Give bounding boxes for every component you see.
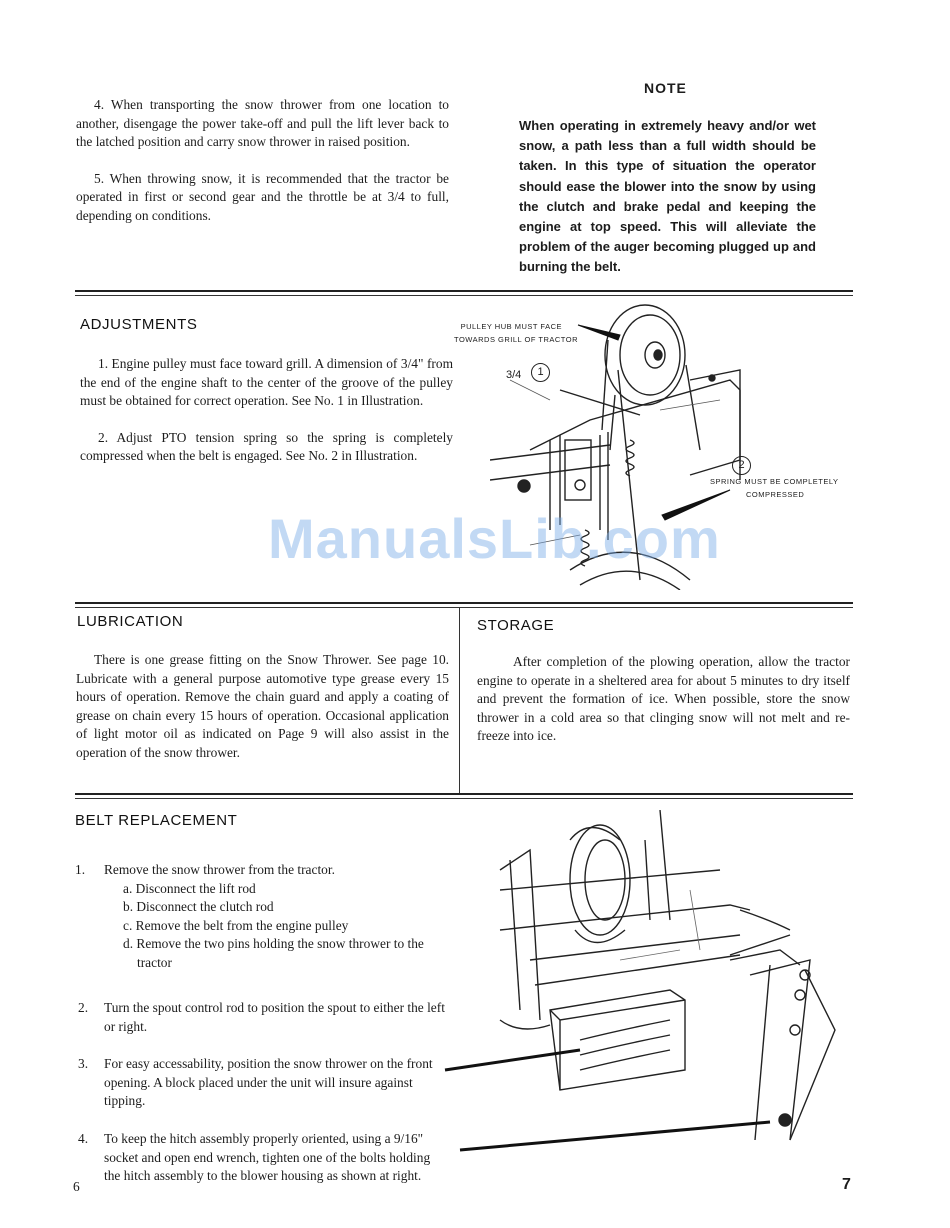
section-divider-thin [75,607,853,608]
section-divider [75,793,853,795]
hitch-illustration [440,810,850,1170]
marker-1: 1 [531,363,550,382]
watermark: ManualsLib.com [268,507,721,570]
page-number-right: 7 [842,1176,851,1193]
paragraph-4: 4. When transporting the snow thrower from one location to another, disengage the power take-off and pull the lift lever back to the latched position and carry snow thrower in raised position. [76,97,449,150]
substep-b: b. Disconnect the clutch rod [123,899,274,915]
page-number-left: 6 [73,1179,80,1194]
marker-2: 2 [732,456,751,475]
step-text: For easy accessability, position the snow thrower on the front opening. A block placed under the unit will insure against tipping. [104,1056,433,1109]
spring-callout-line1: SPRING MUST BE COMPLETELY [710,477,839,486]
section-divider [75,290,853,292]
note-body: When operating in extremely heavy and/or wet snow, a path less than a full width should be taken. In this type of situation the operator should ease the blower into the snow by using the clutch and brake pedal and keeping the engine at top speed. This will alleviate the problem of the auger becoming plugged up and burning the belt. [519,118,816,275]
lubrication-heading: LUBRICATION [77,613,184,630]
belt-step-3 [75,1055,445,1130]
step-text: Remove the snow thrower from the tractor. [104,862,335,877]
section-divider-thin [75,798,853,799]
paragraph-5: 5. When throwing snow, it is recommended that the tractor be operated in first or second gear and the throttle be at 3/4 to full, depending on conditions. [76,170,449,223]
transport-instruction [76,96,449,226]
belt-step-1 [75,861,445,993]
belt-step-4 [75,1130,445,1186]
step-number: 1. [75,862,86,877]
storage-heading: STORAGE [477,617,555,634]
belt-step-2 [75,999,445,1055]
note-title: NOTE [644,80,687,96]
step-text: To keep the hitch assembly properly oriented, using a 9/16" socket and open end wrench, tighten one of the bolts holding the hitch assembly to the blower housing as shown at right. [104,1131,431,1184]
belt-steps [75,861,445,1186]
dimension-label: 3/4 [506,369,522,381]
substep-d: d. Remove the two pins holding the snow thrower to the tractor [123,936,424,970]
step-number: 2. [78,1000,89,1015]
step-number: 4. [78,1131,89,1146]
section-divider-thin [75,295,853,296]
substep-c: c. Remove the belt from the engine pulley [123,917,349,933]
lubrication-body: There is one grease fitting on the Snow Thrower. See page 10. Lubricate with a general purpose automotive type grease every 15 hours of operation. Remove the chain guard and apply a coating of grease on chain every 15 hours of operation. Occasional application of light motor oil as indicated on Page 9 will also assist in the operation of the snow thrower. [76,652,449,760]
adjustments-heading: ADJUSTMENTS [80,316,198,333]
belt-replacement-heading: BELT REPLACEMENT [75,812,238,829]
step-number: 3. [78,1056,89,1071]
substep-a: a. Disconnect the lift rod [123,880,256,896]
storage-body: After completion of the plowing operation, allow the tractor engine to operate in a sheltered area for about 5 minutes to dry itself and prevent the formation of ice. When possible, store the snow thrower in a cold area so that clinging snow will not melt and re-freeze into ice. [477,654,850,744]
column-divider [459,608,460,793]
spring-callout-line2: COMPRESSED [746,490,805,499]
pulley-callout-line1: PULLEY HUB MUST FACE [460,322,562,331]
step-text: Turn the spout control rod to position the spout to either the left or right. [104,1000,445,1034]
pulley-callout-line2: TOWARDS GRILL OF TRACTOR [454,335,578,344]
adjustments-text [80,355,453,466]
adjustment-item-1: 1. Engine pulley must face toward grill. A dimension of 3/4" from the end of the engine shaft to the center of the groove of the pulley must be obtained for correct operation. See No. 1 in Illustration. [80,356,453,409]
section-divider [75,602,853,604]
adjustment-item-2: 2. Adjust PTO tension spring so the spring is completely compressed when the belt is engaged. See No. 2 in Illustration. [80,429,453,464]
